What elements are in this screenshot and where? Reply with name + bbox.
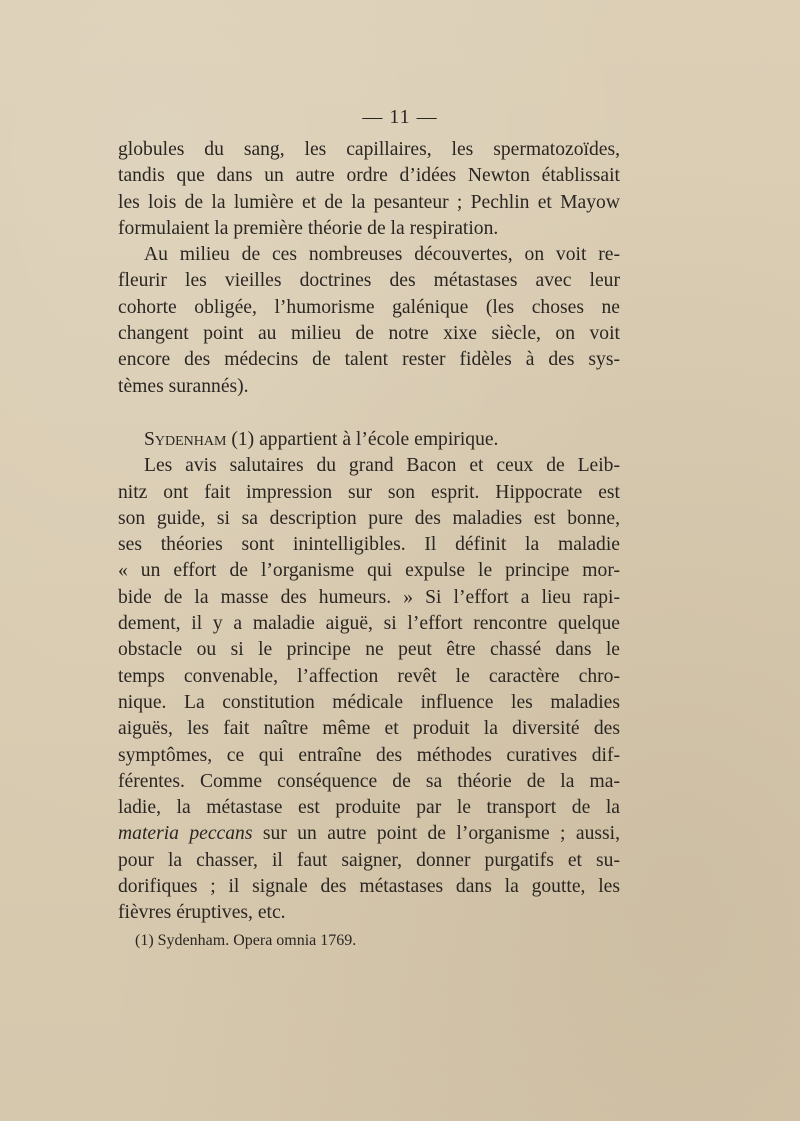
text-line: les lois de la lumière et de la pesanteur ; Pechlin et Mayow xyxy=(118,191,620,213)
text-line: tèmes surannés). xyxy=(118,375,249,397)
footnote: (1) Sydenham. Opera omnia 1769. xyxy=(135,932,357,949)
page-number: — 11 — xyxy=(362,106,438,128)
latin-term: materia peccans xyxy=(118,823,253,845)
heading-rest: (1) appartient à l’école empirique. xyxy=(226,428,499,450)
text-line: ladie, la métastase est produite par le transport de la xyxy=(118,797,620,819)
text-line: Les avis salutaires du grand Bacon et ceux de Leib- xyxy=(144,455,620,477)
text-line: cohorte obligée, l’humorisme galénique (les choses ne xyxy=(118,296,620,318)
section-heading xyxy=(118,427,620,453)
text-line: temps convenable, l’affection revêt le caractère chro- xyxy=(118,665,620,687)
text-line: son guide, si sa description pure des maladies est bonne, xyxy=(118,507,620,529)
text-line: formulaient la première théorie de la respiration. xyxy=(118,217,499,239)
text-line: obstacle ou si le principe ne peut être chassé dans le xyxy=(118,639,620,661)
text-line: encore des médecins de talent rester fidèles à des sys- xyxy=(118,349,620,371)
text-line: nique. La constitution médicale influence les maladies xyxy=(118,691,620,713)
text-line: nitz ont fait impression sur son esprit. Hippocrate est xyxy=(118,481,620,503)
text-line: symptômes, ce qui entraîne des méthodes curatives dif- xyxy=(118,744,620,766)
body-text xyxy=(118,137,620,927)
text-line: fièvres éruptives, etc. xyxy=(118,902,286,924)
text-line: changent point au milieu de notre xixe siècle, on voit xyxy=(118,323,620,345)
text-line: « un effort de l’organisme qui expulse le principe mor- xyxy=(118,560,620,582)
text-line: tandis que dans un autre ordre d’idées Newton établissait xyxy=(118,165,620,187)
text-line: bide de la masse des humeurs. » Si l’effort a lieu rapi- xyxy=(118,586,620,608)
text-line: dorifiques ; il signale des métastases dans la goutte, les xyxy=(118,876,620,898)
text-line-rest: sur un autre point de l’organisme ; aussi, xyxy=(252,823,621,845)
text-line xyxy=(118,821,620,847)
text-line: dement, il y a maladie aiguë, si l’effort rencontre quelque xyxy=(118,613,620,635)
text-line: Au milieu de ces nombreuses découvertes, on voit re- xyxy=(144,244,620,266)
text-line: férentes. Comme conséquence de sa théorie de la ma- xyxy=(118,770,620,792)
text-line: ses théories sont inintelligibles. Il définit la maladie xyxy=(118,534,620,556)
text-line: aiguës, les fait naître même et produit la diversité des xyxy=(118,718,620,740)
text-line: pour la chasser, il faut saigner, donner purgatifs et su- xyxy=(118,849,620,871)
text-line: fleurir les vieilles doctrines des métastases avec leur xyxy=(118,270,620,292)
heading-name: Sydenham xyxy=(144,428,227,450)
text-line: globules du sang, les capillaires, les spermatozoïdes, xyxy=(118,139,620,160)
